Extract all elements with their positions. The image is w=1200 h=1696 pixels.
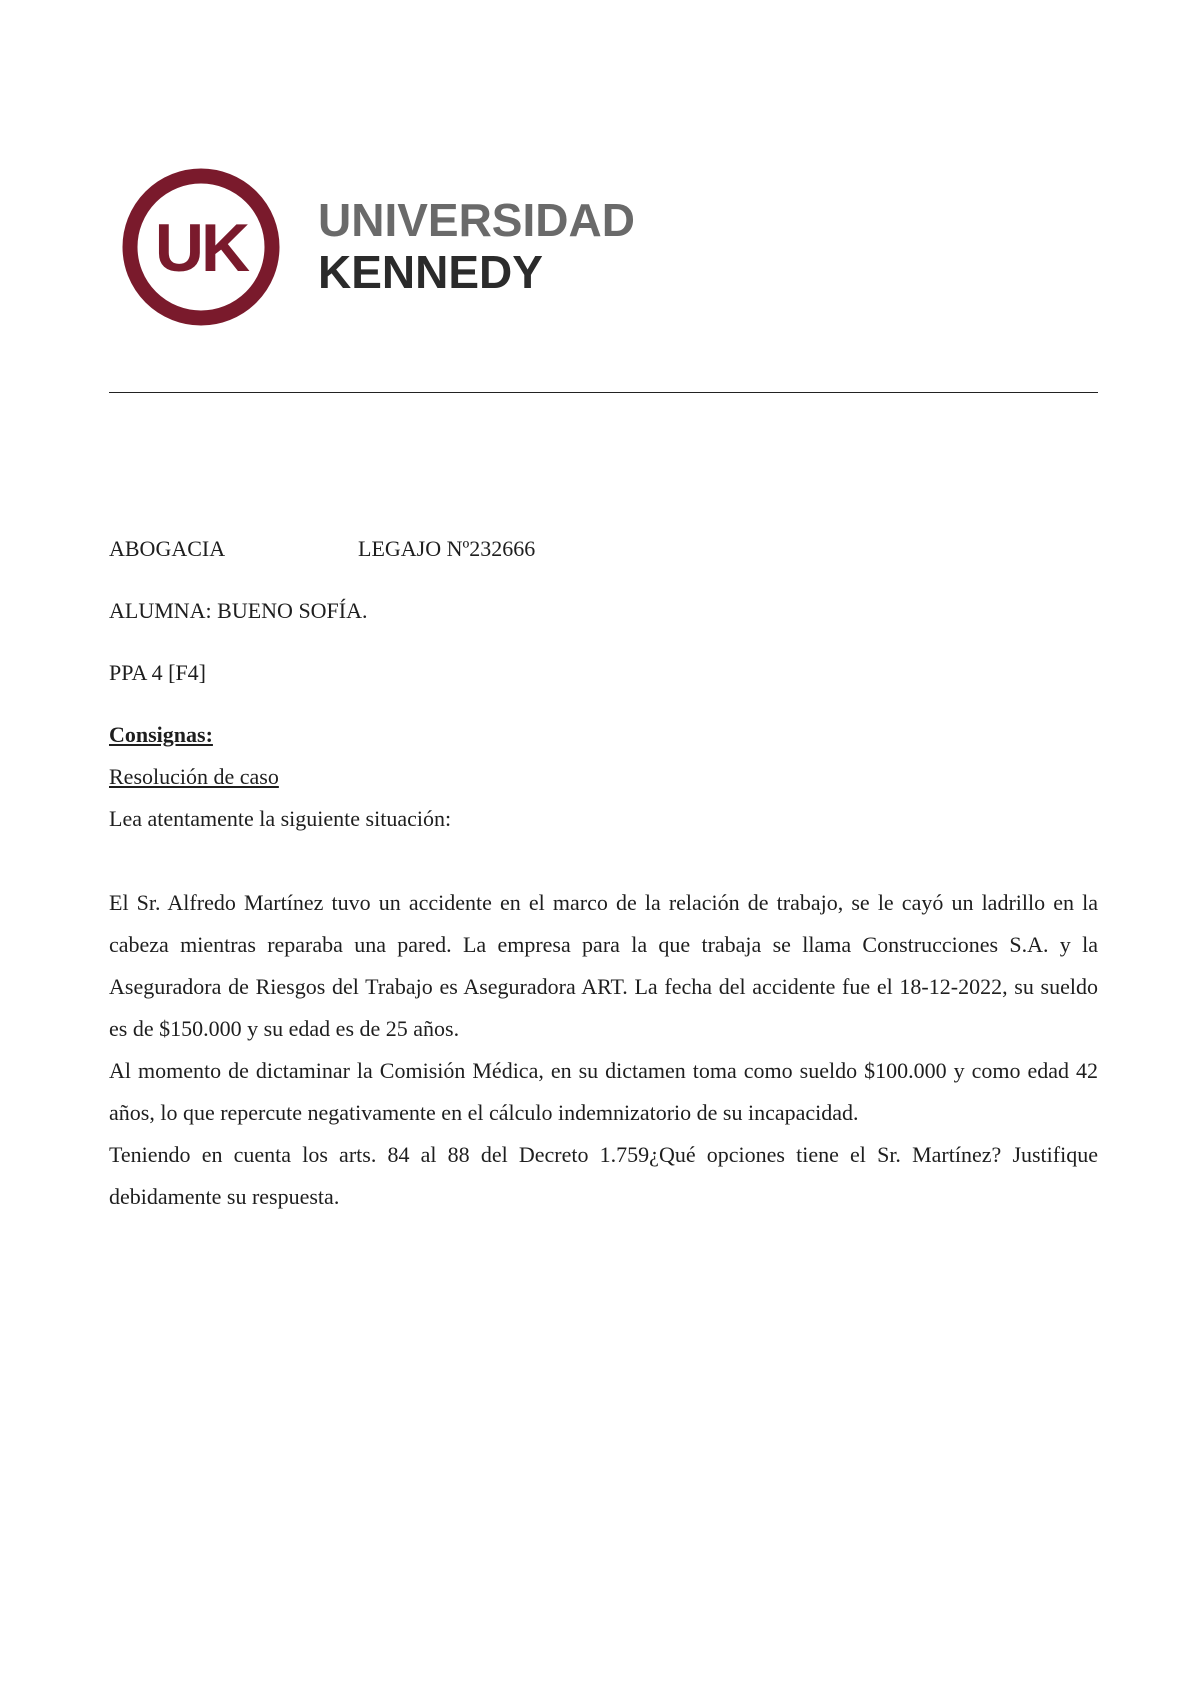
career-legajo-row: [109, 534, 536, 564]
case-paragraph-2: Al momento de dictaminar la Comisión Médica, en su dictamen toma como sueldo $100.000 y como edad 42 años, lo que repercute negativamente en el cálculo indemnizatorio de su incapacidad.: [109, 1058, 1098, 1125]
instructions-intro: Lea atentamente la siguiente situación:: [109, 806, 452, 831]
logo-line-universidad: UNIVERSIDAD: [318, 194, 635, 246]
legajo-number: LEGAJO Nº232666: [358, 536, 536, 561]
instructions-subheading: Resolución de caso: [109, 764, 279, 789]
case-paragraph-1: El Sr. Alfredo Martínez tuvo un accidente en el marco de la relación de trabajo, se le cayó un ladrillo en la cabeza mientras reparaba una pared. La empresa para la que trabaja se llama Construcciones S.A. y la Aseguradora de Riesgos del Trabajo es Aseguradora ART. La fecha del accidente fue el 18-12-2022, su sueldo es de $150.000 y su edad es de 25 años.: [109, 890, 1098, 1041]
university-logo: [118, 164, 678, 330]
logo-line-kennedy: KENNEDY: [318, 246, 543, 298]
svg-text:UK: UK: [154, 210, 248, 286]
instructions-heading: Consignas:: [109, 722, 213, 747]
uk-emblem-icon: [118, 164, 288, 330]
logo-wordmark: [318, 194, 635, 298]
student-name: ALUMNA: BUENO SOFÍA.: [109, 598, 368, 623]
career-label: ABOGACIA: [109, 536, 226, 561]
case-paragraph-3: Teniendo en cuenta los arts. 84 al 88 del Decreto 1.759¿Qué opciones tiene el Sr. Martínez? Justifique debidamente su respuesta.: [109, 1142, 1098, 1209]
activity-code: PPA 4 [F4]: [109, 660, 207, 685]
header-divider: [109, 392, 1098, 393]
